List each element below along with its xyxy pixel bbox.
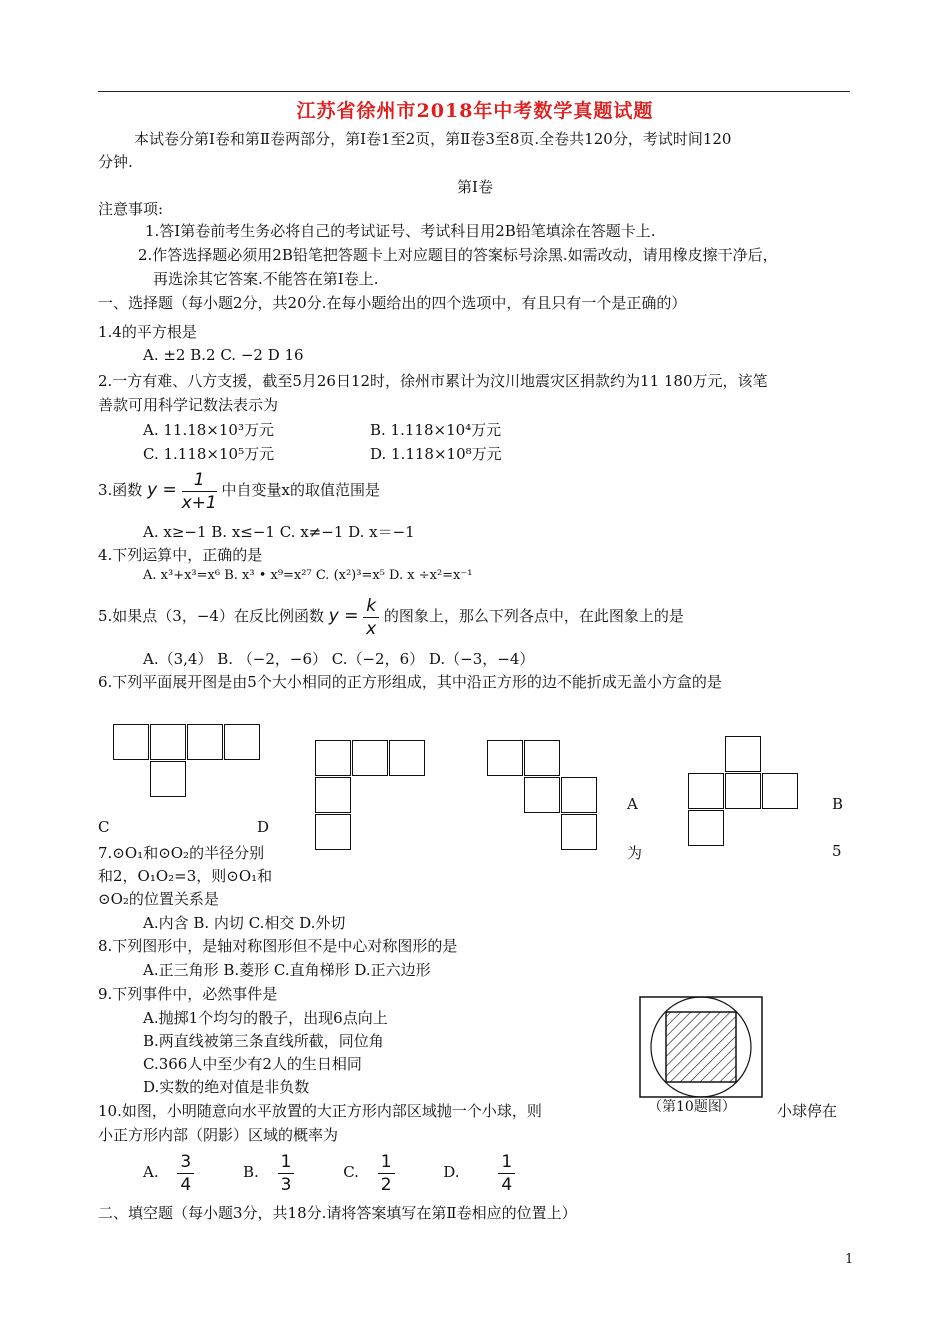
q10-figure-caption: （第10题图） xyxy=(648,1099,736,1115)
q5-denominator: x xyxy=(366,618,377,639)
page-title: 江苏省徐州市2018年中考数学真题试题 xyxy=(296,100,654,122)
net-square xyxy=(315,740,351,776)
q10-stem-a: 10.如图，小明随意向水平放置的大正方形内部区域抛一个小球，则 xyxy=(98,1102,542,1120)
page-number: 1 xyxy=(845,1252,854,1267)
net-square xyxy=(725,773,761,809)
q8-stem: 8.下列图形中，是轴对称图形但不是中心对称图形的是 xyxy=(98,937,458,955)
q3-suffix: 中自变量x的取值范围是 xyxy=(221,481,380,499)
q9-option-d: D.实数的绝对值是非负数 xyxy=(143,1078,310,1096)
q2-stem-b: 善款可用科学记数法表示为 xyxy=(98,396,279,414)
q10-b-denominator: 3 xyxy=(280,1174,292,1195)
net-square xyxy=(725,736,761,772)
q5-prefix: 5.如果点（3，−4）在反比例函数 xyxy=(98,607,324,625)
q10-a-denominator: 4 xyxy=(180,1174,192,1195)
note-1: 1.答Ⅰ第卷前考生务必将自己的考试证号、考试科目用2B铅笔填涂在答题卡上. xyxy=(145,222,656,240)
q5-function-lhs: y = xyxy=(328,606,359,626)
q4-stem: 4.下列运算中，正确的是 xyxy=(98,546,263,564)
q2-stem-a: 2.一方有难、八方支援，截至5月26日12时，徐州市累计为汶川地震灾区捐款约为11 180万元，该笔 xyxy=(98,372,768,390)
section-2-heading: 二、填空题（每小题3分，共18分.请将答案填写在第Ⅱ卷相应的位置上） xyxy=(98,1204,577,1222)
net-square xyxy=(762,773,798,809)
net-label-a: A xyxy=(627,795,638,813)
q3-prefix: 3.函数 xyxy=(98,481,143,499)
net-square xyxy=(524,740,560,776)
net-square xyxy=(561,777,597,813)
net-square xyxy=(150,761,186,797)
q3-function-lhs: y = xyxy=(147,480,177,500)
top-rule xyxy=(98,91,850,92)
net-square xyxy=(688,773,724,809)
intro-line-2: 分钟. xyxy=(98,153,133,171)
q10-option-a-label: A. xyxy=(143,1163,159,1181)
q10-option-a-fraction xyxy=(177,1151,194,1196)
net-label-c: C xyxy=(98,818,110,836)
q3-numerator: 1 xyxy=(182,469,217,492)
q10-a-numerator: 3 xyxy=(177,1151,194,1174)
net-square xyxy=(352,740,388,776)
q3-stem xyxy=(98,466,380,514)
q6-stem: 6.下列平面展开图是由5个大小相同的正方形组成，其中沿正方形的边不能折成无盖小方盒的是 xyxy=(98,673,722,691)
q7-stem-c: ⊙O₂的位置关系是 xyxy=(98,890,219,908)
q5-options: A.（3,4） B. （−2，−6） C.（−2，6） D.（−3，−4） xyxy=(143,650,535,668)
note-2b: 再选涂其它答案.不能答在第Ⅰ卷上. xyxy=(153,270,379,288)
q10-options xyxy=(143,1148,515,1196)
q7-stem-a: 7.⊙O₁和⊙O₂的半径分别 xyxy=(98,844,265,862)
part1-heading: 第Ⅰ卷 xyxy=(457,178,493,196)
q1-options: A. ±2 B.2 C. −2 D 16 xyxy=(143,346,304,364)
net-square xyxy=(524,777,560,813)
net-square xyxy=(187,724,223,760)
q7-stem-b: 和2，O₁O₂=3，则⊙O₁和 xyxy=(98,867,273,885)
q10-option-b-fraction xyxy=(278,1151,295,1196)
q9-option-c: C.366人中至少有2人的生日相同 xyxy=(143,1055,362,1073)
section-1-heading: 一、选择题（每小题2分，共20分.在每小题给出的四个选项中，有且只有一个是正确的） xyxy=(98,294,687,312)
net-square xyxy=(487,740,523,776)
notes-heading: 注意事项: xyxy=(98,200,164,218)
q10-option-c-label: C. xyxy=(343,1163,359,1181)
q10-c-denominator: 2 xyxy=(380,1174,392,1195)
q7-stem-5: 5 xyxy=(832,842,842,860)
net-square xyxy=(688,810,724,846)
q3-fraction xyxy=(182,469,217,514)
net-square xyxy=(561,814,597,850)
q10-b-numerator: 1 xyxy=(278,1151,295,1174)
q5-numerator: k xyxy=(363,595,379,618)
q10-option-c-fraction xyxy=(378,1151,395,1196)
net-square xyxy=(113,724,149,760)
q3-denominator: x+1 xyxy=(181,492,217,513)
net-square xyxy=(150,724,186,760)
q9-option-a: A.抛掷1个均匀的骰子，出现6点向上 xyxy=(143,1009,388,1027)
q10-option-b-label: B. xyxy=(243,1163,259,1181)
q3-options: A. x≥−1 B. x≤−1 C. x≠−1 D. x＝−1 xyxy=(143,523,415,541)
intro-line-1: 本试卷分第Ⅰ卷和第Ⅱ卷两部分，第Ⅰ卷1至2页，第Ⅱ卷3至8页.全卷共120分，考试时间120 xyxy=(134,130,732,148)
q1-stem: 1.4的平方根是 xyxy=(98,323,197,341)
q10-c-numerator: 1 xyxy=(378,1151,395,1174)
q10-d-denominator: 4 xyxy=(501,1174,513,1195)
q10-option-d-fraction xyxy=(498,1151,515,1196)
note-2a: 2.作答选择题必须用2B铅笔把答题卡上对应题目的答案标号涂黑.如需改动，请用橡皮擦干净后， xyxy=(138,246,778,264)
q5-fraction xyxy=(363,595,379,640)
q5-suffix: 的图象上，那么下列各点中，在此图象上的是 xyxy=(383,607,684,625)
q4-options: A. x³+x³=x⁶ B. x³ • x⁹=x²⁷ C. (x²)³=x⁵ D. x ÷x²=x⁻¹ xyxy=(143,568,473,583)
net-label-b: B xyxy=(832,795,844,813)
shaded-inner-square xyxy=(666,1012,736,1082)
q2-option-b: B. 1.118×10⁴万元 xyxy=(370,421,502,439)
q10-stem-tail: 小球停在 xyxy=(777,1102,838,1120)
net-square xyxy=(315,814,351,850)
net-square xyxy=(224,724,260,760)
q10-option-d-label: D. xyxy=(443,1163,460,1181)
q5-stem xyxy=(98,592,684,640)
net-square xyxy=(315,777,351,813)
q2-option-c: C. 1.118×10⁵万元 xyxy=(143,445,275,463)
net-square xyxy=(389,740,425,776)
q7-options: A.内含 B. 内切 C.相交 D.外切 xyxy=(143,914,346,932)
q7-stem-wei: 为 xyxy=(627,844,643,862)
q2-option-a: A. 11.18×10³万元 xyxy=(143,421,274,439)
q2-option-d: D. 1.118×10⁸万元 xyxy=(370,445,502,463)
q10-stem-b: 小正方形内部（阴影）区域的概率为 xyxy=(98,1126,339,1144)
q9-option-b: B.两直线被第三条直线所截，同位角 xyxy=(143,1032,384,1050)
q9-stem: 9.下列事件中，必然事件是 xyxy=(98,985,278,1003)
net-label-d: D xyxy=(257,818,270,836)
q8-options: A.正三角形 B.菱形 C.直角梯形 D.正六边形 xyxy=(143,961,431,979)
q10-d-numerator: 1 xyxy=(498,1151,515,1174)
